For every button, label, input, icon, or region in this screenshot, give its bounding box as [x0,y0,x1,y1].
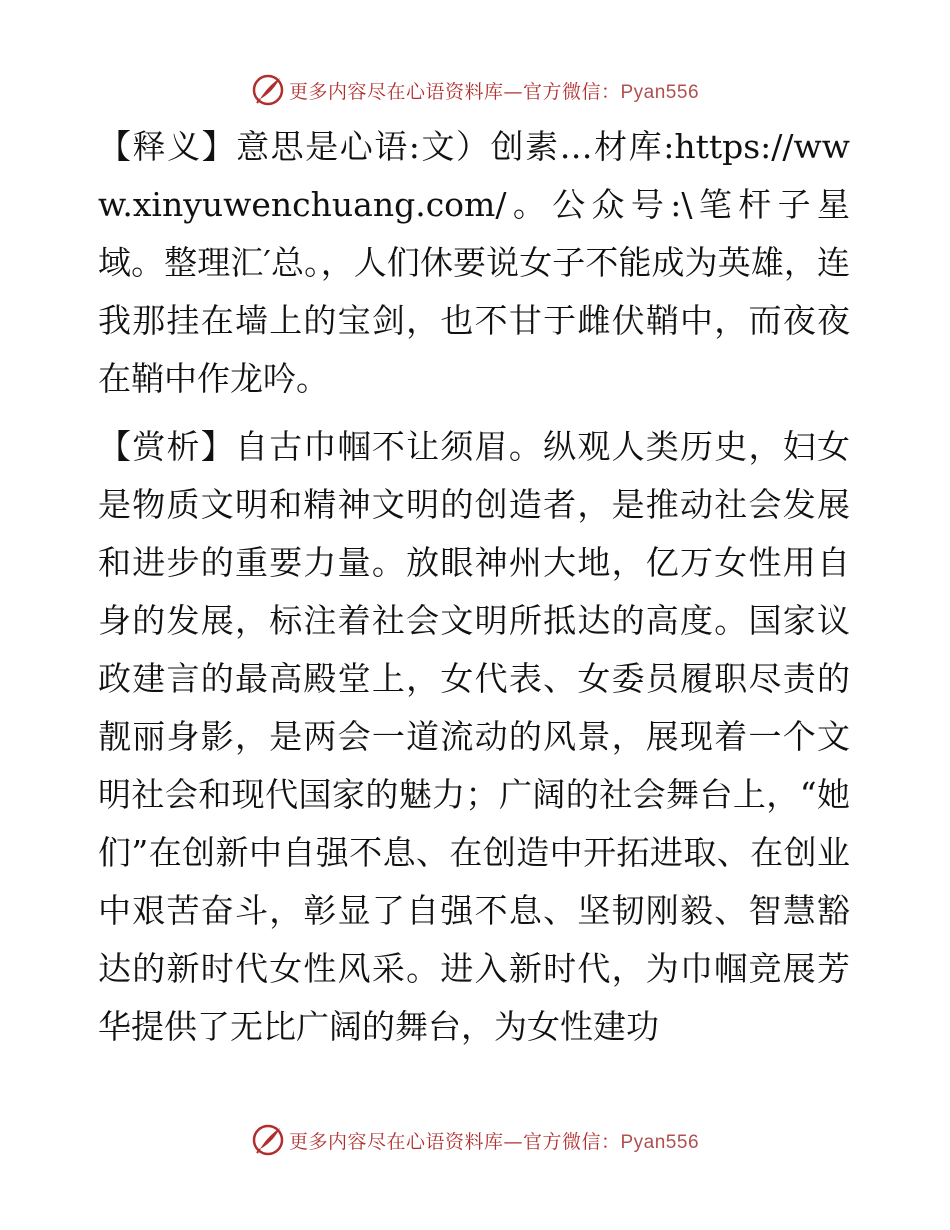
paragraph-definition: 【释义】意思是心语:文）创素…材库:https://www.xinyuwenchuang.com/。公众号:\笔杆子星域。整理汇′总。，人们休要说女子不能成为英雄，连我那挂在墙上的宝剑，也不甘于雌伏鞘中，而夜夜在鞘中作龙吟。 [98,127,850,398]
footer-banner [0,1120,950,1160]
paragraph-appreciation: 【赏析】自古巾帼不让须眉。纵观人类历史，妇女是物质文明和精神文明的创造者，是推动社会发展和进步的重要力量。放眼神州大地，亿万女性用自身的发展，标注着社会文明所抵达的高度。国家议政建言的最高殿堂上，女代表、女委员履职尽责的靓丽身影，是两会一道流动的风景，展现着一个文明社会和现代国家的魅力；广阔的社会舞台上，“她们”在创新中自强不息、在创造中开拓进取、在创业中艰苦奋斗，彰显了自强不息、坚韧刚毅、智慧豁达的新时代女性风采。进入新时代，为巾帼竞展芳华提供了无比广阔的舞台，为女性建功 [98,427,850,1046]
wechat-id: Pyan556 [620,1131,700,1153]
feather-logo-icon [251,1123,285,1157]
document-body [98,118,850,1056]
wechat-id: Pyan556 [620,81,700,103]
feather-logo-icon [251,73,285,107]
banner-label: 更多内容尽在心语资料库—官方微信： [288,80,621,103]
banner-text [289,1127,699,1154]
header-banner [0,70,950,110]
banner-text [289,77,699,104]
banner-label: 更多内容尽在心语资料库—官方微信： [288,1130,621,1153]
